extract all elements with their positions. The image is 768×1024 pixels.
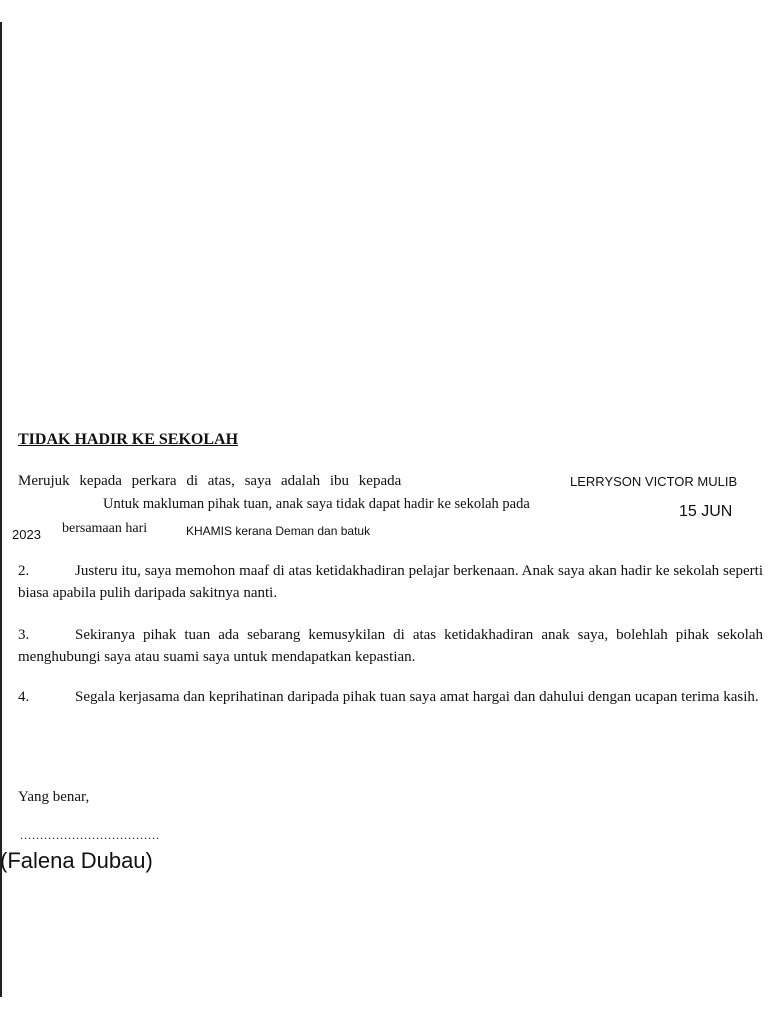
student-name: LERRYSON VICTOR MULIB — [570, 474, 738, 489]
paragraph-number: 2. — [18, 563, 30, 579]
intro-line-3: bersamaan hari — [62, 521, 148, 536]
paragraph-number: 3. — [18, 627, 30, 643]
paragraph-4 — [18, 686, 763, 708]
absence-reason: KHAMIS kerana Deman dan batuk — [186, 524, 371, 538]
paragraph-text: Segala kerjasama dan keprihatinan daripada pihak tuan saya amat hargai dan dahului dengan ucapan terima kasih. — [75, 689, 759, 705]
paragraph-text: Justeru itu, saya memohon maaf di atas ketidakhadiran pelajar berkenaan. Anak saya akan hadir ke sekolah seperti biasa apabila pulih daripada sakitnya nanti. — [18, 563, 763, 601]
paragraph-text: Sekiranya pihak tuan ada sebarang kemusykilan di atas ketidakhadiran anak saya, bolehlah pihak sekolah menghubungi saya atau suami saya untuk mendapatkan kepastian. — [18, 627, 763, 665]
paragraph-number: 4. — [18, 689, 30, 705]
intro-line-2: Untuk makluman pihak tuan, anak saya tidak dapat hadir ke sekolah pada — [103, 496, 530, 512]
letter-heading: TIDAK HADIR KE SEKOLAH — [18, 431, 239, 448]
paragraph-3 — [18, 624, 763, 668]
closing: Yang benar, — [18, 789, 90, 805]
absence-year: 2023 — [12, 527, 41, 542]
intro-line-1: Merujuk kepada perkara di atas, saya adalah ibu kepada — [18, 473, 402, 489]
absence-date: 15 JUN — [679, 503, 733, 520]
signatory-name: (Falena Dubau) — [0, 848, 153, 873]
signature-line: ................................... — [20, 828, 160, 842]
paragraph-2 — [18, 560, 763, 604]
